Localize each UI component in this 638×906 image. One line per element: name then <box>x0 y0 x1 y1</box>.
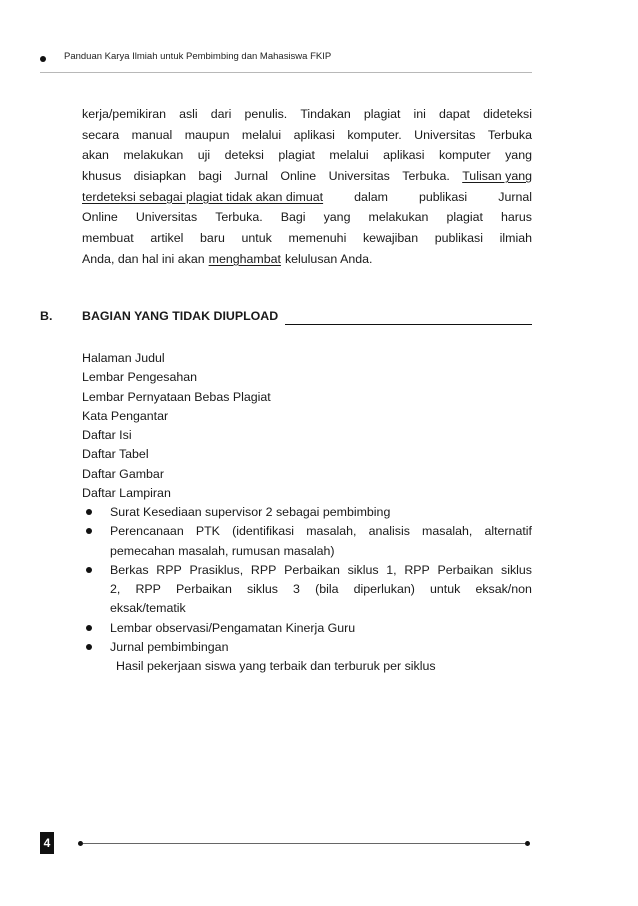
word: maupun <box>184 127 230 142</box>
word: masalah, <box>306 524 357 539</box>
word: Perencanaan <box>110 524 184 539</box>
word: asli <box>179 107 198 121</box>
bullet-icon <box>86 567 92 573</box>
paragraph-text: Anda, dan hal ini akan <box>82 251 205 266</box>
word: Terbuka. <box>402 169 450 184</box>
word: masalah, <box>422 524 473 539</box>
bullet-icon <box>86 528 92 534</box>
body-paragraph <box>82 104 532 270</box>
word: khusus <box>82 169 122 184</box>
paragraph-line <box>82 145 532 166</box>
word: RPP <box>404 562 430 577</box>
word: diperlukan) <box>353 582 415 597</box>
word: dideteksi <box>483 107 532 121</box>
bullet-icon <box>86 644 92 650</box>
word: Universitas <box>328 169 390 184</box>
word: dari <box>210 107 232 121</box>
word: disiapkan <box>133 169 187 184</box>
header-bullet-icon <box>40 56 46 62</box>
paragraph-line <box>82 207 532 228</box>
bullet-item <box>82 638 532 657</box>
paragraph-line <box>82 187 532 208</box>
word: alternatif <box>484 524 532 539</box>
word: plagiat <box>278 148 315 163</box>
word: dalam <box>354 189 388 204</box>
word: eksak/non <box>475 582 532 597</box>
paragraph-line <box>82 104 532 125</box>
word: akan <box>82 148 109 163</box>
word: penulis. <box>244 107 288 121</box>
word: komputer <box>438 148 491 163</box>
bullet-line: Lembar observasi/Pengamatan Kinerja Guru <box>110 620 356 635</box>
list-item: Kata Pengantar <box>82 408 169 423</box>
list-item: Daftar Lampiran <box>82 486 171 501</box>
bullet-line: Surat Kesediaan supervisor 2 sebagai pembimbing <box>110 505 391 519</box>
word: Perbaikan <box>284 562 340 577</box>
bullet-item <box>82 619 532 638</box>
paragraph-line <box>82 125 532 146</box>
list-item-continuation: Hasil pekerjaan siswa yang terbaik dan terburuk per siklus <box>116 659 436 674</box>
word: siklus <box>246 582 278 597</box>
word: memenuhi <box>288 231 347 246</box>
word: uji <box>197 148 211 163</box>
word: Berkas <box>110 562 149 577</box>
word: Terbuka. <box>215 210 263 225</box>
word: aplikasi <box>383 148 425 163</box>
word: Online <box>82 210 118 225</box>
word: 2, <box>110 582 121 597</box>
bullet-line: eksak/tematik <box>110 601 186 616</box>
section-title: BAGIAN YANG TIDAK DIUPLOAD <box>82 309 279 323</box>
word: dapat <box>438 107 470 121</box>
list-item: Lembar Pengesahan <box>82 370 198 385</box>
word: untuk <box>430 582 461 597</box>
word: PTK <box>195 524 220 539</box>
word: Bagi <box>280 210 306 225</box>
list-item: Daftar Tabel <box>82 447 149 462</box>
word: melakukan <box>123 148 184 163</box>
word: Terbuka <box>487 127 532 142</box>
word: untuk <box>241 231 272 246</box>
underlined-text: terdeteksi sebagai plagiat tidak akan dimuat <box>82 189 324 204</box>
word: kerja/pemikiran <box>82 107 167 121</box>
bullet-line: Jurnal pembimbingan <box>110 640 229 655</box>
bullet-icon <box>86 625 92 631</box>
underlined-text: menghambat <box>208 251 281 266</box>
word: RPP <box>135 582 161 597</box>
word: melakukan <box>368 210 429 225</box>
word: RPP <box>156 562 182 577</box>
section-label: B. <box>40 309 53 323</box>
word: siklus <box>501 562 532 577</box>
bullet-icon <box>86 509 92 515</box>
bullet-list <box>82 503 532 677</box>
page-footer <box>40 832 532 854</box>
word: (bila <box>315 582 339 597</box>
bullet-item <box>82 522 532 561</box>
list-item: Halaman Judul <box>82 351 165 365</box>
list-item: Daftar Isi <box>82 428 132 443</box>
paragraph-line <box>82 166 532 187</box>
bullet-line <box>110 522 532 541</box>
word: 1, <box>386 562 397 577</box>
word: plagiat <box>363 107 401 121</box>
bullet-item <box>82 561 532 619</box>
word: Tindakan <box>300 107 351 121</box>
word: membuat <box>82 231 134 246</box>
bullet-line <box>110 561 532 580</box>
footer-rule <box>83 843 525 844</box>
header-rule <box>40 72 532 73</box>
word: RPP <box>250 562 277 577</box>
word: manual <box>131 127 173 142</box>
word: melalui <box>329 148 369 163</box>
bullet-line: pemecahan masalah, rumusan masalah) <box>110 543 335 558</box>
word: plagiat <box>446 210 483 225</box>
word: yang <box>505 148 532 163</box>
word: komputer. <box>347 127 402 142</box>
header-title: Panduan Karya Ilmiah untuk Pembimbing dan Mahasiswa FKIP <box>64 51 332 62</box>
word: ini <box>413 107 426 121</box>
paragraph-line <box>82 249 532 270</box>
word: publikasi <box>434 231 483 246</box>
word: ilmiah <box>499 231 532 246</box>
word: Universitas <box>135 210 198 225</box>
word: Jurnal <box>498 189 532 204</box>
word: aplikasi <box>293 127 335 142</box>
word: melalui <box>241 127 282 142</box>
word: analisis <box>368 524 410 539</box>
page-number: 4 <box>40 832 54 854</box>
list-item: Daftar Gambar <box>82 466 164 481</box>
word: Universitas <box>414 127 476 142</box>
paragraph-line <box>82 228 532 249</box>
underlined-text: Tulisan yang <box>462 169 532 184</box>
word: Perbaikan <box>437 562 494 577</box>
word: bagi <box>198 169 222 184</box>
word: Jurnal <box>234 169 268 184</box>
word: kewajiban <box>362 231 419 246</box>
word: publikasi <box>418 189 468 204</box>
word: Perbaikan <box>176 582 232 597</box>
word: harus <box>501 210 532 225</box>
section-b-heading <box>40 309 532 329</box>
bullet-item <box>82 503 532 522</box>
word: Prasiklus, <box>189 562 244 577</box>
section-title-rule <box>285 324 532 325</box>
word: (identifikasi <box>232 524 295 539</box>
word: Online <box>280 169 317 184</box>
word: yang <box>323 210 351 225</box>
bullet-line <box>110 580 532 599</box>
word: baru <box>200 231 225 246</box>
footer-dot-icon <box>525 841 530 846</box>
word: 3 <box>293 582 300 597</box>
word: siklus <box>347 562 379 577</box>
paragraph-text: kelulusan Anda. <box>284 251 373 266</box>
word: deteksi <box>224 148 264 163</box>
word: artikel <box>150 231 184 246</box>
word: secara <box>82 127 120 142</box>
document-list <box>82 349 271 503</box>
list-item: Lembar Pernyataan Bebas Plagiat <box>82 389 271 404</box>
